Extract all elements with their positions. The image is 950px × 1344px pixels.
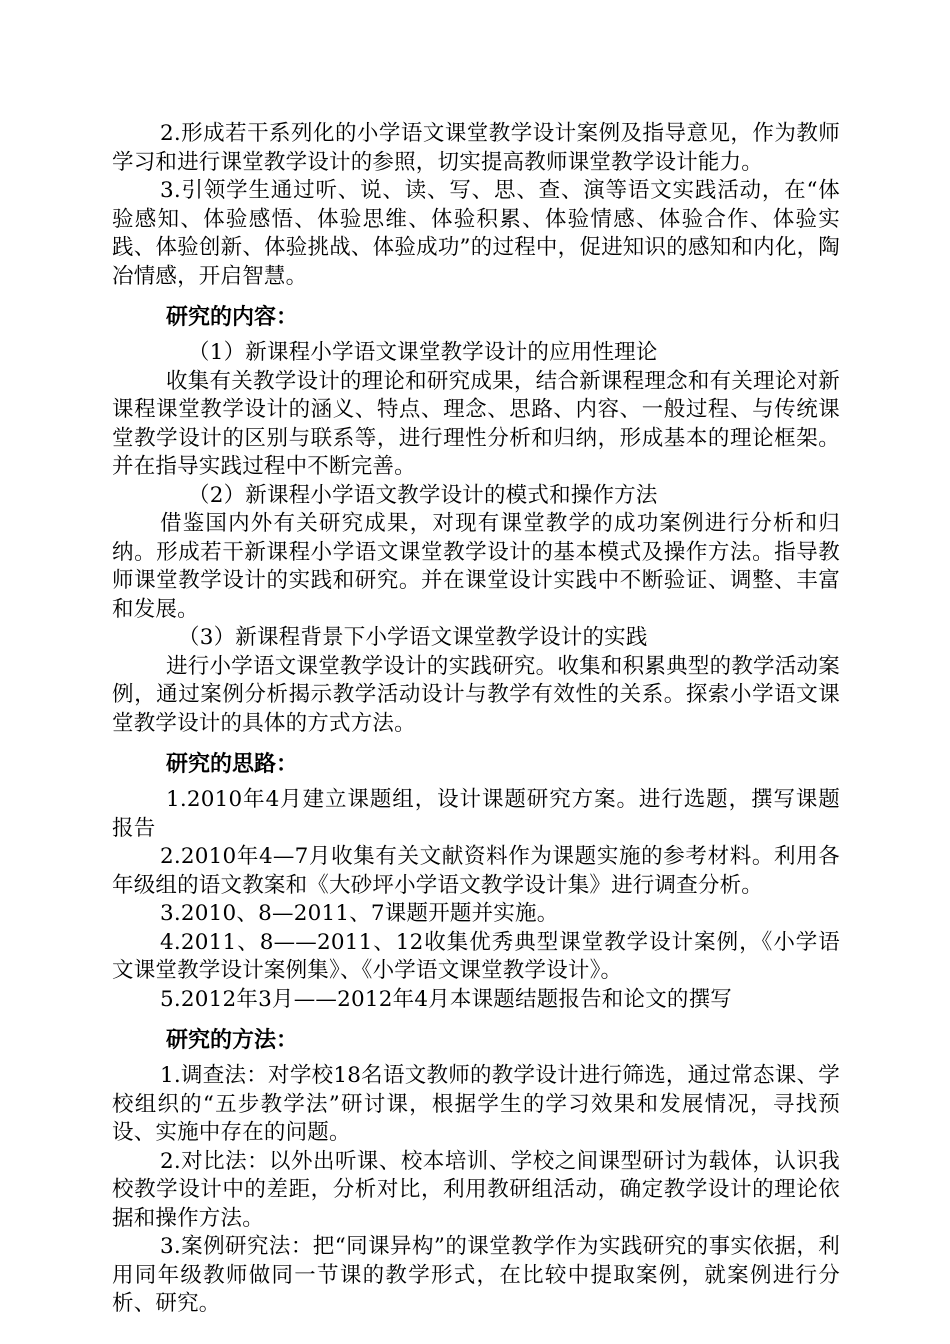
content-section-2-body: 借鉴国内外有关研究成果，对现有课堂教学的成功案例进行分析和归纳。形成若干新课程小学语文课堂教学设计的基本模式及操作方法。指导教师课堂教学设计的实践和研究。并在课堂设计实践中不断验证、调整、丰富和发展。 xyxy=(112,511,840,622)
content-section-3-body: 进行小学语文课堂教学设计的实践研究。收集和积累典型的教学活动案例，通过案例分析揭示教学活动设计与教学有效性的关系。探索小学语文课堂教学设计的具体的方式方法。 xyxy=(112,653,840,736)
content-section-1-body: 收集有关教学设计的理论和研究成果，结合新课程理念和有关理论对新课程课堂教学设计的涵义、特点、理念、思路、内容、一般过程、与传统课堂教学设计的区别与联系等，进行理性分析和归纳，形成基本的理论框架。并在指导实践过程中不断完善。 xyxy=(112,368,840,479)
methods-heading: 研究的方法： xyxy=(166,1028,299,1053)
approach-item-3: 3.2010、8—2011、7课题开题并实施。 xyxy=(160,901,559,926)
document-page xyxy=(112,120,840,1319)
method-item-3: 3.案例研究法：把“同课异构”的课堂教学作为实践研究的事实依据，利用同年级教师做同一节课的教学形式，在比较中提取案例，就案例进行分析、研究。 xyxy=(112,1234,840,1316)
method-item-1: 1.调查法：对学校18名语文教师的教学设计进行筛选，通过常态课、学校组织的“五步教学法”研讨课，根据学生的学习效果和发展情况，寻找预设、实施中存在的问题。 xyxy=(112,1063,840,1145)
content-section-1-title: （1）新课程小学语文课堂教学设计的应用性理论 xyxy=(188,340,658,365)
goal-item-2: 2.形成若干系列化的小学语文课堂教学设计案例及指导意见，作为教师学习和进行课堂教学设计的参照，切实提高教师课堂教学设计能力。 xyxy=(112,121,840,175)
approach-item-1: 1.2010年4月建立课题组，设计课题研究方案。进行选题，撰写课题报告 xyxy=(112,787,840,841)
method-item-2: 2.对比法：以外出听课、校本培训、学校之间课型研讨为载体，认识我校教学设计中的差距，分析对比，利用教研组活动，确定教学设计的理论依据和操作方法。 xyxy=(112,1148,840,1231)
approach-item-4: 4.2011、8——2011、12收集优秀典型课堂教学设计案例，《小学语文课堂教学设计案例集》、《小学语文课堂教学设计》。 xyxy=(112,929,840,983)
approach-item-2: 2.2010年4—7月收集有关文献资料作为课题实施的参考材料。利用各年级组的语文教案和《大砂坪小学语文教学设计集》进行调查分析。 xyxy=(112,844,840,898)
goal-item-3: 3.引领学生通过听、说、读、写、思、查、演等语文实践活动，在“体验感知、体验感悟、体验思维、体验积累、体验情感、体验合作、体验实践、体验创新、体验挑战、体验成功”的过程中，促进知识的感知和内化，陶冶情感，开启智慧。 xyxy=(112,178,840,289)
approach-item-5: 5.2012年3月——2012年4月本课题结题报告和论文的撰写 xyxy=(160,986,733,1012)
content-section-2-title: （2）新课程小学语文教学设计的模式和操作方法 xyxy=(188,482,658,508)
content-heading: 研究的内容： xyxy=(166,305,299,330)
approach-heading: 研究的思路： xyxy=(166,752,299,777)
content-section-3-title: （3）新课程背景下小学语文课堂教学设计的实践 xyxy=(178,625,648,650)
